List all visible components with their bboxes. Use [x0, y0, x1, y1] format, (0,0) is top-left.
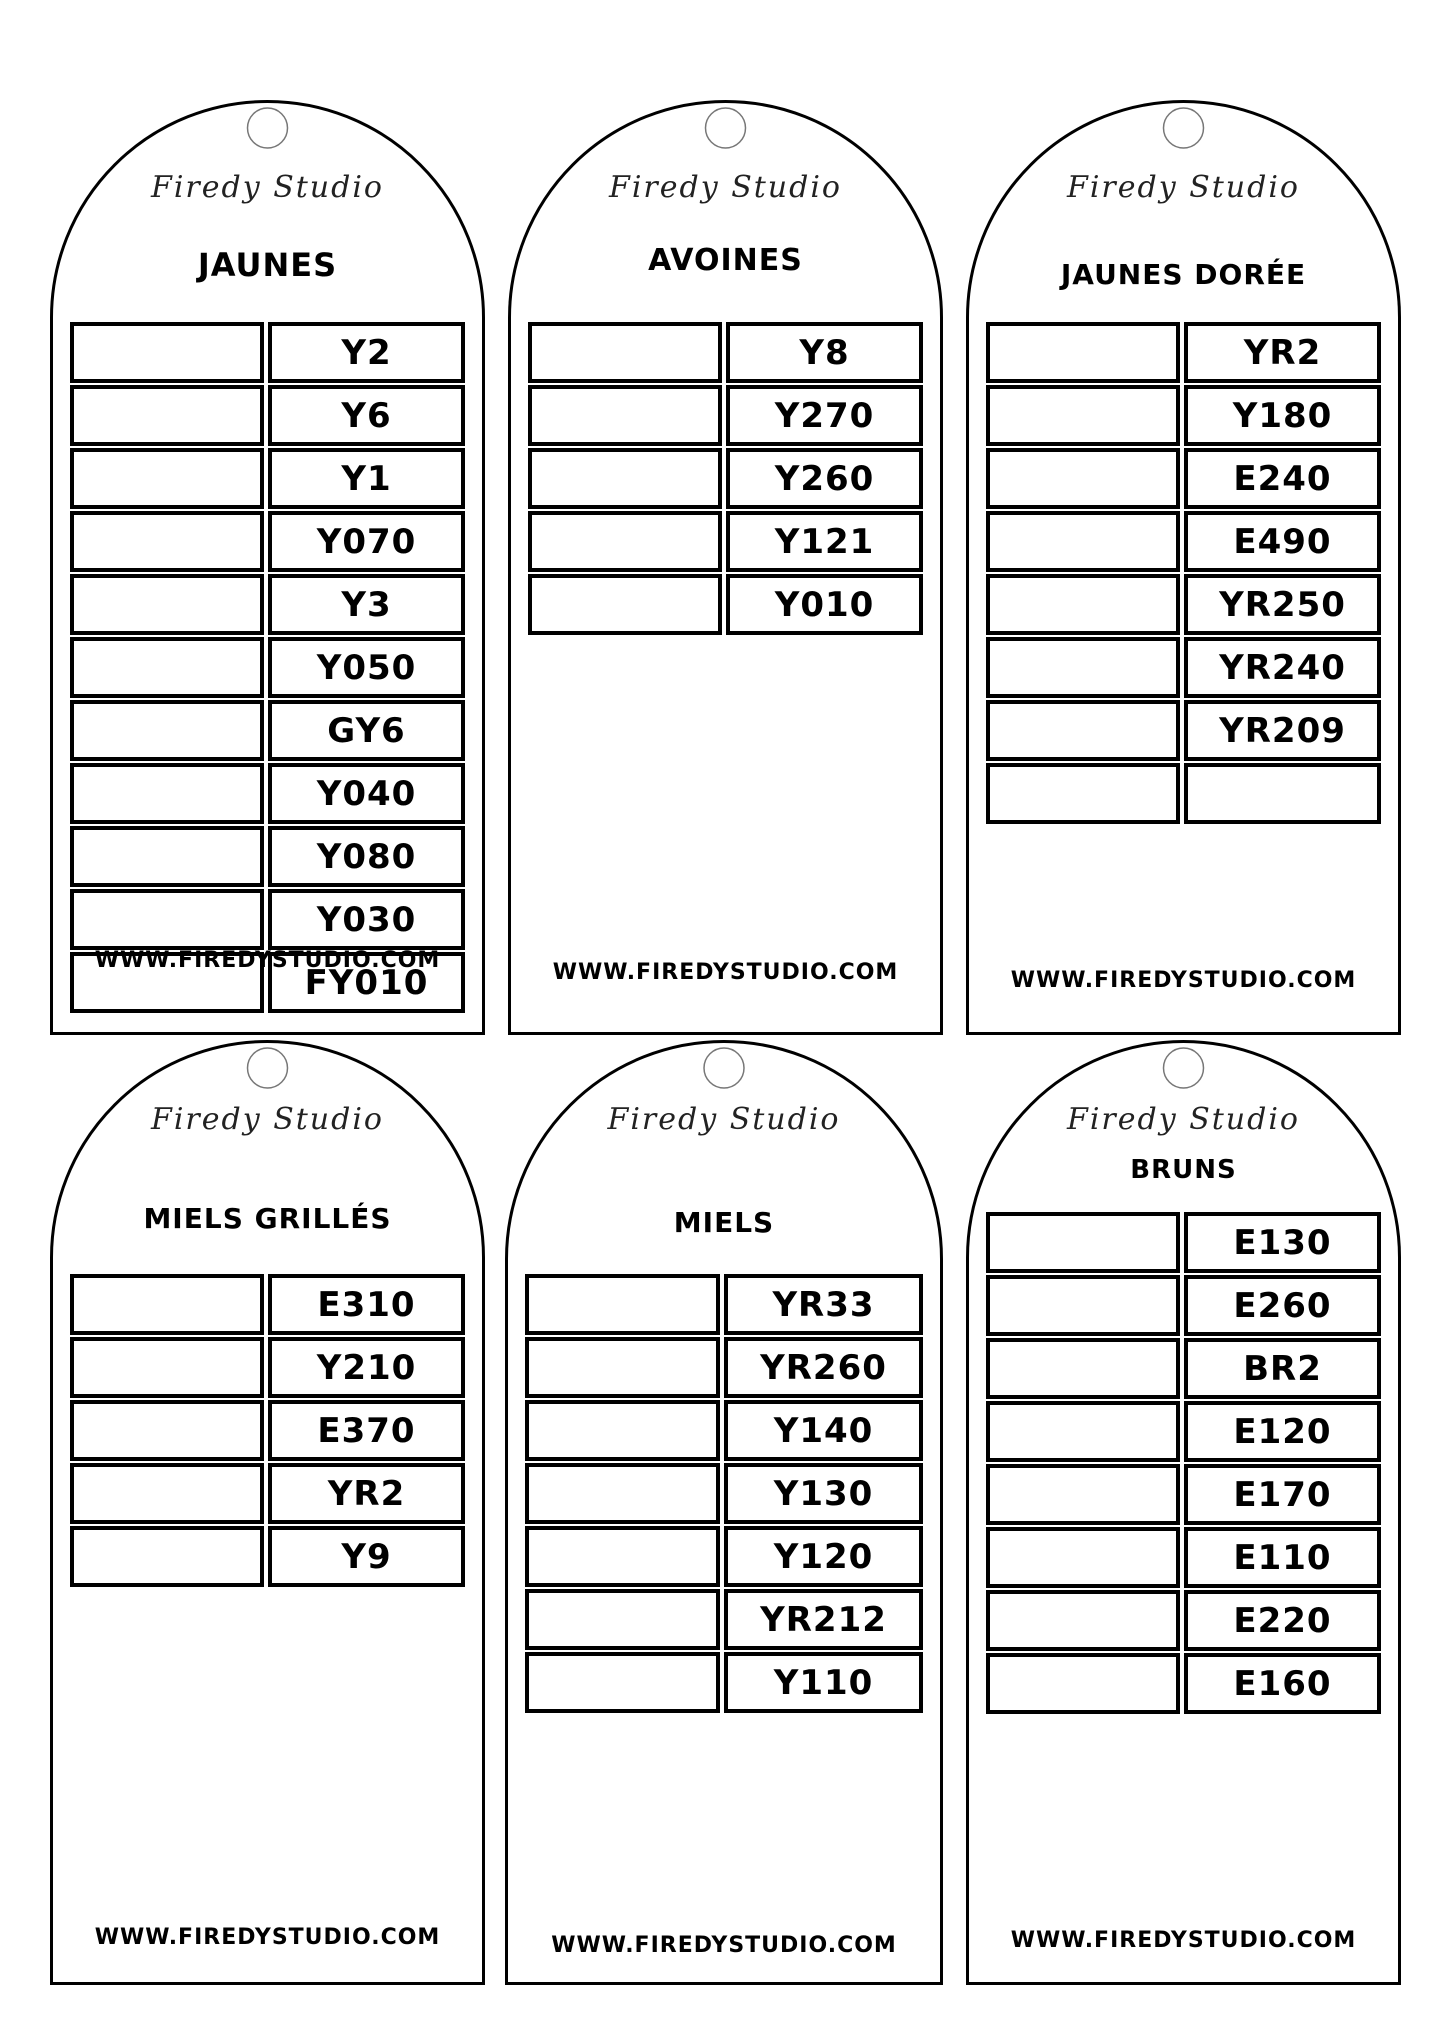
blank-swatch-cell — [986, 1275, 1180, 1336]
blank-swatch-cell — [70, 1274, 264, 1335]
table-row — [70, 826, 465, 889]
table-row — [986, 511, 1381, 574]
color-code-cell: Y9 — [268, 1526, 465, 1587]
blank-swatch-cell — [70, 574, 264, 635]
table-row — [986, 385, 1381, 448]
table-row — [986, 1464, 1381, 1527]
color-code-cell: Y010 — [726, 574, 923, 635]
table-row — [70, 385, 465, 448]
table-row — [528, 322, 923, 385]
color-code-cell: E110 — [1184, 1527, 1381, 1588]
color-code-cell: E130 — [1184, 1212, 1381, 1273]
blank-swatch-cell — [528, 385, 722, 446]
blank-swatch-cell — [528, 511, 722, 572]
color-code-cell — [1184, 763, 1381, 824]
blank-swatch-cell — [70, 889, 264, 950]
color-code-cell: E160 — [1184, 1653, 1381, 1714]
table-row — [70, 1526, 465, 1589]
hang-hole — [1164, 1048, 1204, 1088]
hang-hole — [248, 108, 288, 148]
color-code-cell: Y180 — [1184, 385, 1381, 446]
hang-hole — [704, 1048, 744, 1088]
table-row — [70, 1274, 465, 1337]
table-row — [525, 1337, 923, 1400]
blank-swatch-cell — [525, 1274, 720, 1335]
brand-signature: Firedy Studio — [151, 170, 384, 205]
color-code-cell: Y8 — [726, 322, 923, 383]
blank-swatch-cell — [70, 322, 264, 383]
blank-swatch-cell — [528, 448, 722, 509]
color-code-cell: FY010 — [268, 952, 465, 1013]
table-row — [528, 511, 923, 574]
table-row — [525, 1589, 923, 1652]
hang-hole — [706, 108, 746, 148]
color-code-cell: E120 — [1184, 1401, 1381, 1462]
website-url: WWW.FIREDYSTUDIO.COM — [94, 1925, 441, 1950]
blank-swatch-cell — [986, 1590, 1180, 1651]
table-row — [986, 574, 1381, 637]
color-code-cell: YR33 — [724, 1274, 923, 1335]
table-row — [986, 637, 1381, 700]
tag-bruns — [966, 1040, 1401, 1985]
table-row — [525, 1463, 923, 1526]
blank-swatch-cell — [986, 763, 1180, 824]
color-code-cell: BR2 — [1184, 1338, 1381, 1399]
color-code-cell: Y121 — [726, 511, 923, 572]
table-row — [70, 1337, 465, 1400]
brand-signature: Firedy Studio — [151, 1102, 384, 1137]
blank-swatch-cell — [70, 385, 264, 446]
table-row — [70, 637, 465, 700]
table-row — [70, 1463, 465, 1526]
table-row — [986, 448, 1381, 511]
color-code-cell: E260 — [1184, 1275, 1381, 1336]
color-code-cell: E490 — [1184, 511, 1381, 572]
blank-swatch-cell — [525, 1463, 720, 1524]
color-code-cell: YR250 — [1184, 574, 1381, 635]
blank-swatch-cell — [986, 385, 1180, 446]
table-row — [986, 1212, 1381, 1275]
website-url: WWW.FIREDYSTUDIO.COM — [94, 948, 441, 973]
color-code-cell: YR260 — [724, 1337, 923, 1398]
website-url: WWW.FIREDYSTUDIO.COM — [1010, 968, 1357, 993]
color-code-cell: YR2 — [1184, 322, 1381, 383]
blank-swatch-cell — [70, 511, 264, 572]
color-code-cell: Y270 — [726, 385, 923, 446]
blank-swatch-cell — [986, 1464, 1180, 1525]
website-url: WWW.FIREDYSTUDIO.COM — [552, 960, 899, 985]
blank-swatch-cell — [986, 1212, 1180, 1273]
blank-swatch-cell — [986, 637, 1180, 698]
blank-swatch-cell — [525, 1337, 720, 1398]
color-code-cell: YR240 — [1184, 637, 1381, 698]
color-code-cell: E240 — [1184, 448, 1381, 509]
blank-swatch-cell — [70, 1463, 264, 1524]
blank-swatch-cell — [525, 1589, 720, 1650]
color-code-cell: E170 — [1184, 1464, 1381, 1525]
color-code-cell: Y6 — [268, 385, 465, 446]
blank-swatch-cell — [70, 1526, 264, 1587]
tag-title: BRUNS — [1130, 1155, 1237, 1185]
table-row — [70, 511, 465, 574]
blank-swatch-cell — [986, 511, 1180, 572]
blank-swatch-cell — [986, 1653, 1180, 1714]
brand-signature: Firedy Studio — [1067, 1102, 1300, 1137]
website-url: WWW.FIREDYSTUDIO.COM — [1010, 1928, 1357, 1953]
color-code-cell: Y140 — [724, 1400, 923, 1461]
color-code-cell: E220 — [1184, 1590, 1381, 1651]
hang-hole — [1164, 108, 1204, 148]
blank-swatch-cell — [986, 1338, 1180, 1399]
table-row — [986, 1590, 1381, 1653]
color-code-cell: GY6 — [268, 700, 465, 761]
blank-swatch-cell — [986, 448, 1180, 509]
blank-swatch-cell — [70, 700, 264, 761]
blank-swatch-cell — [70, 1337, 264, 1398]
blank-swatch-cell — [525, 1400, 720, 1461]
table-row — [70, 763, 465, 826]
tag-jaunes-doree — [966, 100, 1401, 1035]
hang-hole — [248, 1048, 288, 1088]
color-code-cell: Y260 — [726, 448, 923, 509]
blank-swatch-cell — [986, 700, 1180, 761]
table-row — [986, 700, 1381, 763]
table-row — [528, 385, 923, 448]
color-code-cell: YR212 — [724, 1589, 923, 1650]
table-row — [986, 1653, 1381, 1716]
color-code-cell: E310 — [268, 1274, 465, 1335]
table-row — [986, 1401, 1381, 1464]
tag-title: MIELS — [673, 1206, 775, 1239]
blank-swatch-cell — [70, 763, 264, 824]
color-code-cell: E370 — [268, 1400, 465, 1461]
tag-avoines — [508, 100, 943, 1035]
color-code-cell: YR209 — [1184, 700, 1381, 761]
color-code-cell: Y210 — [268, 1337, 465, 1398]
blank-swatch-cell — [528, 322, 722, 383]
blank-swatch-cell — [70, 1400, 264, 1461]
table-row — [986, 1338, 1381, 1401]
table-row — [70, 700, 465, 763]
tag-title: AVOINES — [648, 243, 803, 278]
color-code-cell: Y050 — [268, 637, 465, 698]
table-row — [70, 889, 465, 952]
tag-miels-grilles — [50, 1040, 485, 1985]
blank-swatch-cell — [70, 637, 264, 698]
tag-miels — [505, 1040, 943, 1985]
table-row — [986, 322, 1381, 385]
tag-title: MIELS GRILLÉS — [143, 1202, 392, 1235]
color-code-cell: Y110 — [724, 1652, 923, 1713]
blank-swatch-cell — [70, 826, 264, 887]
color-code-cell: Y130 — [724, 1463, 923, 1524]
tag-title: JAUNES — [197, 246, 338, 284]
blank-swatch-cell — [986, 322, 1180, 383]
blank-swatch-cell — [986, 1527, 1180, 1588]
table-row — [70, 448, 465, 511]
table-row — [528, 448, 923, 511]
color-code-cell: Y2 — [268, 322, 465, 383]
blank-swatch-cell — [528, 574, 722, 635]
tag-jaunes — [50, 100, 485, 1035]
color-code-cell: Y080 — [268, 826, 465, 887]
color-code-cell: Y1 — [268, 448, 465, 509]
color-code-cell: Y3 — [268, 574, 465, 635]
table-row — [70, 322, 465, 385]
blank-swatch-cell — [986, 574, 1180, 635]
website-url: WWW.FIREDYSTUDIO.COM — [551, 1933, 897, 1958]
blank-swatch-cell — [986, 1401, 1180, 1462]
table-row — [986, 1275, 1381, 1338]
table-row — [525, 1652, 923, 1715]
tag-title: JAUNES DORÉE — [1060, 258, 1307, 291]
color-code-cell: YR2 — [268, 1463, 465, 1524]
color-code-cell: Y040 — [268, 763, 465, 824]
table-row — [986, 1527, 1381, 1590]
brand-signature: Firedy Studio — [1067, 170, 1300, 205]
color-code-cell: Y070 — [268, 511, 465, 572]
blank-swatch-cell — [525, 1652, 720, 1713]
table-row — [525, 1400, 923, 1463]
table-row — [986, 763, 1381, 826]
table-row — [70, 574, 465, 637]
brand-signature: Firedy Studio — [609, 170, 842, 205]
table-row — [70, 1400, 465, 1463]
color-code-cell: Y030 — [268, 889, 465, 950]
table-row — [528, 574, 923, 637]
brand-signature: Firedy Studio — [607, 1102, 841, 1137]
color-code-cell: Y120 — [724, 1526, 923, 1587]
blank-swatch-cell — [70, 448, 264, 509]
table-row — [525, 1526, 923, 1589]
blank-swatch-cell — [525, 1526, 720, 1587]
table-row — [525, 1274, 923, 1337]
